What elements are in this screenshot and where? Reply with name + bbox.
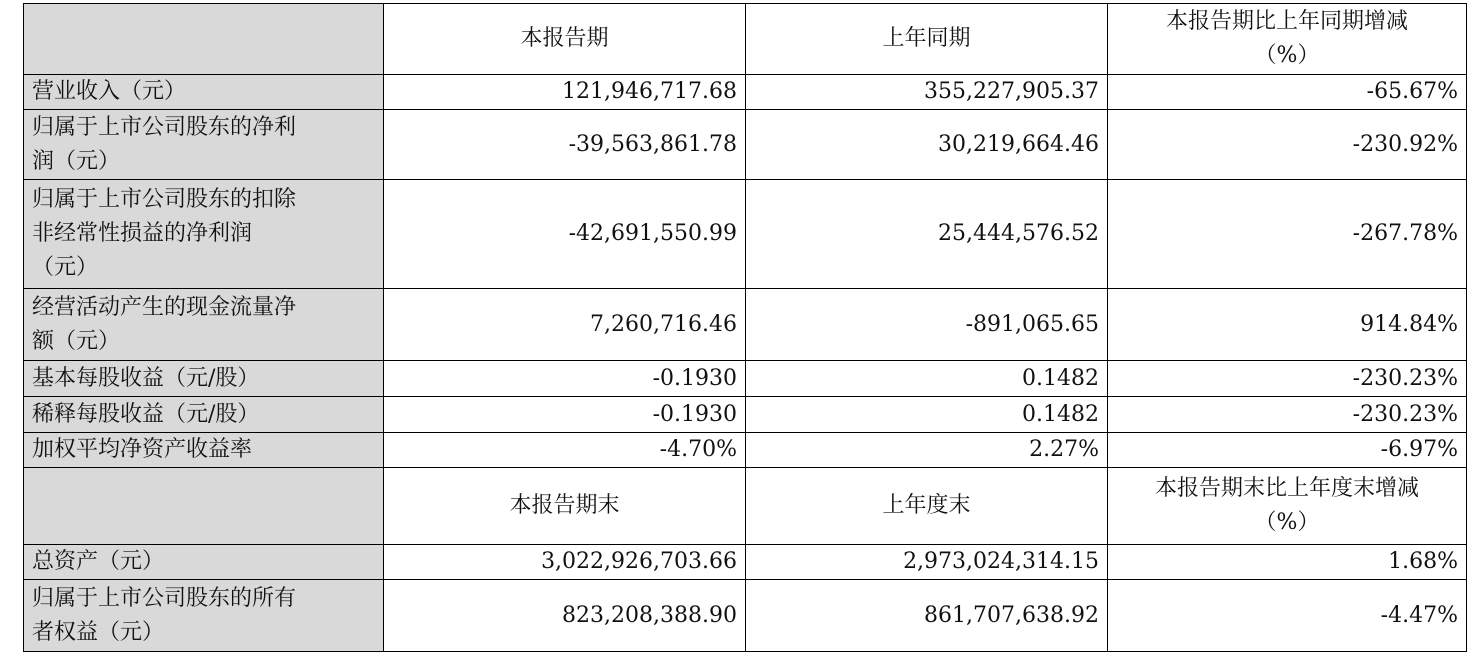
header-change-label: 本报告期末比上年度末增减 <box>1154 476 1419 501</box>
label-line: 非经常性损益的净利润 <box>32 221 253 246</box>
table-row <box>24 289 1467 361</box>
cell-previous: 0.1482 <box>746 361 1108 397</box>
cell-current: -39,563,861.78 <box>384 110 746 180</box>
header-corner-cell <box>24 468 384 545</box>
cell-change: -6.97% <box>1108 433 1467 468</box>
cell-previous: 25,444,576.52 <box>746 180 1108 289</box>
header-current-period: 本报告期 <box>384 4 746 75</box>
cell-previous: 0.1482 <box>746 397 1108 433</box>
row-label-net-profit-excl-nonrecurring <box>24 180 384 289</box>
cell-previous: 355,227,905.37 <box>746 75 1108 110</box>
label-line: 额（元） <box>32 328 121 354</box>
header-current-period-end: 本报告期末 <box>384 468 746 545</box>
table-row <box>24 397 1467 433</box>
cell-previous: -891,065.65 <box>746 289 1108 361</box>
header-change-unit: （%） <box>1254 510 1320 535</box>
cell-current: -0.1930 <box>384 397 746 433</box>
row-label-operating-cash-flow <box>24 289 384 361</box>
row-label-net-profit <box>24 110 384 180</box>
row-label-total-assets: 总资产（元） <box>24 545 384 580</box>
row-label-basic-eps: 基本每股收益（元/股） <box>24 361 384 397</box>
header-change-unit: （%） <box>1254 43 1320 68</box>
header-corner-cell <box>24 4 384 75</box>
row-label-revenue: 营业收入（元） <box>24 75 384 110</box>
cell-change: -65.67% <box>1108 75 1467 110</box>
financial-data-table <box>23 3 1467 652</box>
cell-current: -4.70% <box>384 433 746 468</box>
cell-current: 121,946,717.68 <box>384 75 746 110</box>
label-line: 润（元） <box>32 148 121 174</box>
header-row-period <box>24 4 1467 75</box>
row-label-shareholder-equity <box>24 580 384 652</box>
label-line: 归属于上市公司股东的所有 <box>32 585 297 611</box>
cell-current: 823,208,388.90 <box>384 580 746 652</box>
cell-current: -0.1930 <box>384 361 746 397</box>
cell-current: -42,691,550.99 <box>384 180 746 289</box>
label-line: 者权益（元） <box>32 619 165 645</box>
label-line: 经营活动产生的现金流量净 <box>32 294 297 320</box>
table-row <box>24 75 1467 110</box>
cell-change: -230.23% <box>1108 397 1467 433</box>
cell-change: -4.47% <box>1108 580 1467 652</box>
cell-change: -267.78% <box>1108 180 1467 289</box>
cell-previous: 2.27% <box>746 433 1108 468</box>
label-line: （元） <box>32 255 99 280</box>
cell-previous: 2,973,024,314.15 <box>746 545 1108 580</box>
cell-previous: 30,219,664.46 <box>746 110 1108 180</box>
table-row <box>24 580 1467 652</box>
cell-change: 914.84% <box>1108 289 1467 361</box>
label-line: 归属于上市公司股东的净利 <box>32 114 297 140</box>
cell-current: 7,260,716.46 <box>384 289 746 361</box>
header-last-year-end: 上年度末 <box>746 468 1108 545</box>
cell-current: 3,022,926,703.66 <box>384 545 746 580</box>
cell-change: 1.68% <box>1108 545 1467 580</box>
cell-change: -230.92% <box>1108 110 1467 180</box>
table-row <box>24 545 1467 580</box>
label-line: 归属于上市公司股东的扣除 <box>32 187 297 212</box>
table-row <box>24 180 1467 289</box>
header-row-period-end <box>24 468 1467 545</box>
header-change-label: 本报告期比上年同期增减 <box>1165 9 1408 34</box>
cell-previous: 861,707,638.92 <box>746 580 1108 652</box>
header-same-period-last-year: 上年同期 <box>746 4 1108 75</box>
header-change-percent <box>1108 468 1467 545</box>
header-change-percent <box>1108 4 1467 75</box>
table-row <box>24 110 1467 180</box>
row-label-diluted-eps: 稀释每股收益（元/股） <box>24 397 384 433</box>
cell-change: -230.23% <box>1108 361 1467 397</box>
row-label-weighted-roe: 加权平均净资产收益率 <box>24 433 384 468</box>
table-row <box>24 361 1467 397</box>
table-row <box>24 433 1467 468</box>
